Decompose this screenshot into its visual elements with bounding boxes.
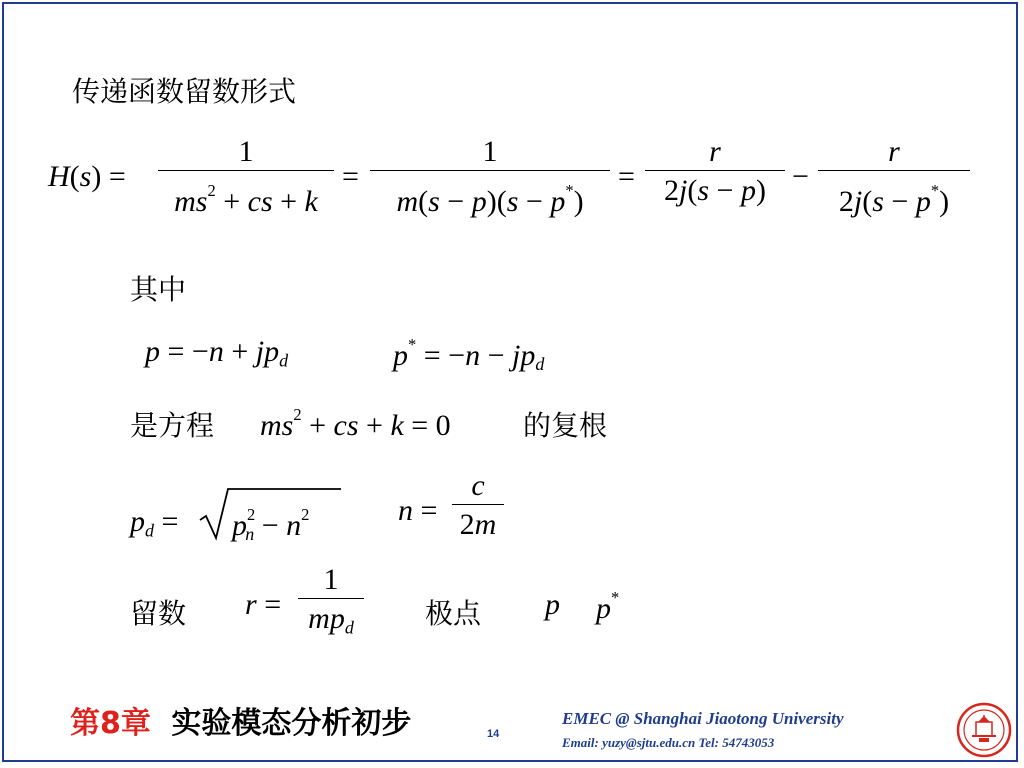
root-p: $p = -n + jp_d$ (145, 335, 289, 371)
label-de-fugen: 的复根 (523, 409, 608, 442)
characteristic-equation: $ms^2$ + cs + k = 0 (260, 405, 451, 442)
r-equation-lhs: r = (245, 588, 282, 621)
minus-sign: − (792, 160, 809, 193)
chapter-title: 实验模态分析初步 (171, 706, 412, 741)
equals-2: = (618, 160, 635, 193)
label-shi-fangcheng: 是方程 (130, 409, 215, 442)
label-qizhong: 其中 (130, 273, 187, 306)
n-fraction: c 2m (452, 468, 504, 545)
pd-equation: $p_d$ = (130, 505, 179, 541)
r-fraction: 1 $mp_d$ (298, 562, 364, 647)
fraction-4: r 2j(s − p*) (818, 134, 970, 222)
label-jidian: 极点 (425, 597, 482, 630)
chapter-number: 第8章 (70, 706, 151, 741)
pole-pstar: p* (596, 588, 620, 625)
label-liushu: 留数 (130, 597, 187, 630)
equals-1: = (342, 160, 359, 193)
root-pstar: $p^* = -n - jp_d$ (393, 335, 545, 375)
footer-contact: Email: yuzy@sjtu.edu.cn Tel: 54743053 (562, 735, 775, 750)
footer-chapter-title (70, 698, 411, 742)
fraction-2: 1 m(s − p)(s − p*) (370, 134, 610, 222)
fraction-3: r 2j(s − p) (645, 134, 785, 211)
eq-lhs: H(s) = (48, 160, 126, 193)
footer-institution: EMEC @ Shanghai Jiaotong University (562, 709, 844, 728)
fraction-1: 1 $ms^2$ + cs + k (158, 134, 334, 222)
pole-p: p (545, 588, 560, 621)
university-seal-icon (956, 702, 1012, 758)
n-equation-lhs: n = (398, 494, 438, 527)
sqrt-content: $p^2_n - n^2$ (232, 505, 310, 545)
slide-heading: 传递函数留数形式 (72, 75, 297, 108)
page-number: 14 (487, 728, 500, 740)
